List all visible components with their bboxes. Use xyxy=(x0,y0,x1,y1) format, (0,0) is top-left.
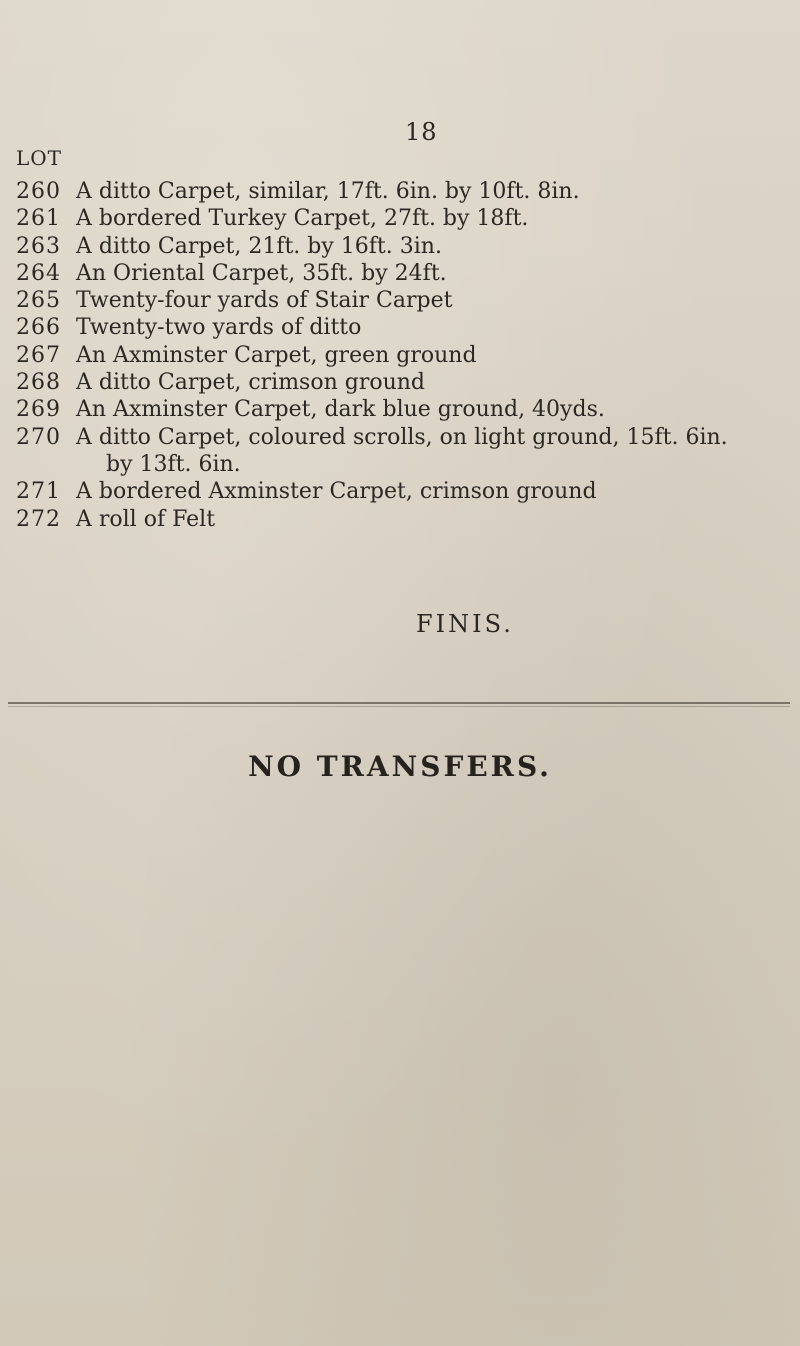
lot-number: 265 xyxy=(16,288,61,314)
lot-description: A ditto Carpet, 21ft. by 16ft. 3in. xyxy=(76,233,442,259)
lot-description: A roll of Felt xyxy=(76,506,216,532)
lot-description: A ditto Carpet, crimson ground xyxy=(76,370,426,396)
lot-description: A bordered Axminster Carpet, crimson ground xyxy=(76,479,597,505)
lot-description: A ditto Carpet, similar, 17ft. 6in. by 10ft. 8in. xyxy=(76,179,580,204)
lot-number: 268 xyxy=(16,370,61,396)
lot-number: 272 xyxy=(16,506,61,532)
lot-description: Twenty-four yards of Stair Carpet xyxy=(76,288,453,314)
lot-number: 263 xyxy=(16,233,61,259)
lot-number: 260 xyxy=(16,179,61,204)
lot-number: 270 xyxy=(16,424,61,450)
lot-description: An Axminster Carpet, dark blue ground, 40yds. xyxy=(76,397,605,423)
lot-row-266 xyxy=(16,314,796,341)
lot-number: 266 xyxy=(16,315,61,341)
lot-row-267 xyxy=(16,342,796,369)
lot-row-265 xyxy=(16,287,796,314)
lot-row-269 xyxy=(16,396,796,423)
page-number: 18 xyxy=(405,118,438,146)
lot-description: An Axminster Carpet, green ground xyxy=(76,342,477,368)
finis-label: FINIS. xyxy=(416,610,514,638)
lot-number: 271 xyxy=(16,479,61,505)
lot-row-268 xyxy=(16,369,796,396)
lot-description: A bordered Turkey Carpet, 27ft. by 18ft. xyxy=(76,206,529,232)
lot-list xyxy=(16,178,796,533)
lot-row-271 xyxy=(16,478,796,505)
lot-row-270 xyxy=(16,424,796,479)
lot-description-continuation: by 13ft. 6in. xyxy=(106,451,241,477)
lot-number: 269 xyxy=(16,397,61,423)
horizontal-rule xyxy=(8,702,790,704)
lot-row-264 xyxy=(16,260,796,287)
lot-description-multiline xyxy=(76,424,796,479)
lot-description: A ditto Carpet, coloured scrolls, on light ground, 15ft. 6in. xyxy=(76,424,728,450)
lot-row-272 xyxy=(16,506,796,533)
no-transfers-notice: NO TRANSFERS. xyxy=(248,750,552,783)
lot-description: An Oriental Carpet, 35ft. by 24ft. xyxy=(76,260,447,286)
lot-row-260 xyxy=(16,178,796,205)
lot-row-261 xyxy=(16,205,796,232)
lot-number: 261 xyxy=(16,206,61,232)
lot-number: 267 xyxy=(16,342,61,368)
lot-column-header: LOT xyxy=(16,146,63,170)
horizontal-rule-shadow xyxy=(8,706,790,707)
lot-row-263 xyxy=(16,233,796,260)
lot-number: 264 xyxy=(16,260,61,286)
lot-description: Twenty-two yards of ditto xyxy=(76,315,362,341)
